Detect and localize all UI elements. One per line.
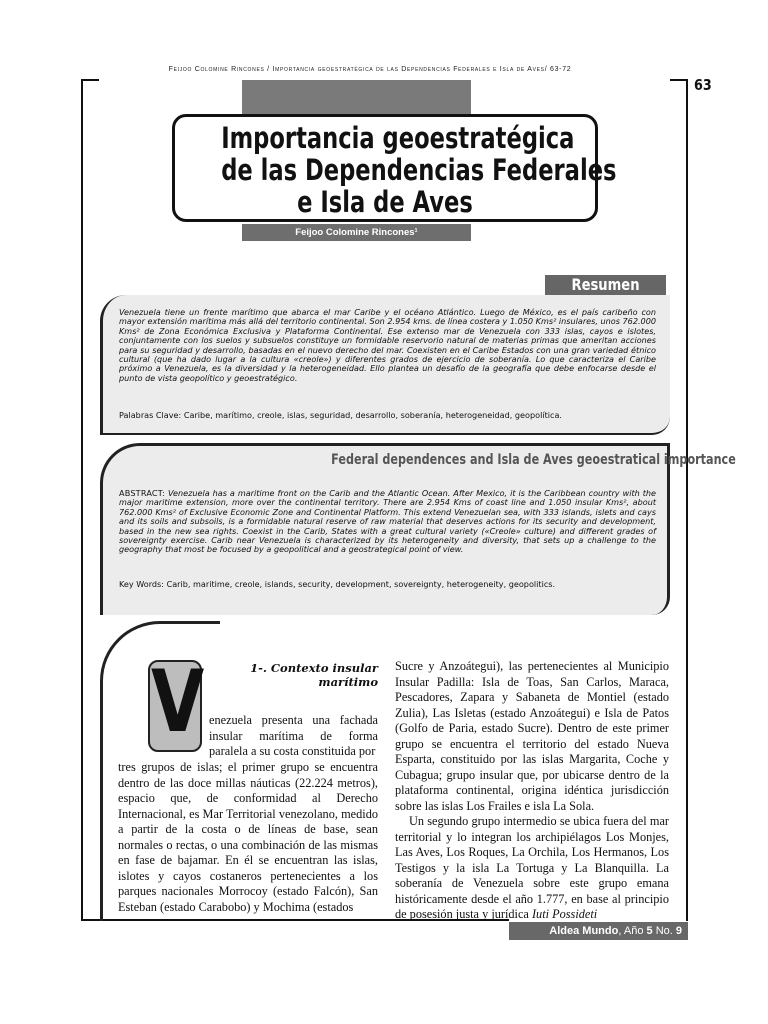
paragraph: Sucre y Anzoátegui), las pertenecientes al Municipio Insular Padilla: Isla de Toas, San Carlos, Maraca, Pescadores, Zapara y Sabaneta de Montiel (estado Zulia), Las Isletas (estado Anzoátegui) e Isla de Patos (Golfo de Paria, estado Sucre). Dentro de este primer grupo se encuentra el territorio del estado Nueva Esparta, constituido por las islas Margarita, Coche y Cubagua; grupo insular que, por ubicarse dentro de la plataforma continental, origina idéntica jurisdicción sobre las islas Los Frailes e isla La Sola. bbox=[395, 659, 669, 813]
year-label: Año bbox=[623, 925, 644, 937]
section-heading: 1-. Contexto insular marítimo bbox=[250, 661, 378, 689]
page-number: 63 bbox=[694, 76, 712, 94]
paragraph: tres grupos de islas; el primer grupo se encuentra dentro de las doce millas náuticas (22.224 metros), espacio que, de conformidad al Derecho Internacional, es Mar Territorial venezolano, medido a partir de la costa o de líneas de base, sean normales o rectas, o una combinación de las mismas en fase de bajamar. En él se encuentran las islas, islotes y cayos costaneros pertenecientes a los parques nacionales Morrocoy (estado Falcón), San Esteban (estado Carabobo) y Mochima (estados bbox=[118, 760, 378, 914]
palabras-clave: Palabras Clave: Caribe, marítimo, creole, islas, seguridad, desarrollo, soberanía, heterogeneidad, geopolítica. bbox=[119, 410, 562, 420]
paragraph: enezuela presenta una fachada insular marítima de forma paralela a su costa constituida por bbox=[209, 713, 378, 758]
key-words: Key Words: Carib, maritime, creole, islands, security, development, sovereignty, heterogeneity, geopolitics. bbox=[119, 579, 556, 589]
journal-name: Aldea Mundo bbox=[549, 925, 619, 937]
title-line: de las Dependencias Federales bbox=[221, 153, 617, 187]
abstract-body: Venezuela has a maritime front on the Carib and the Atlantic Ocean. After Mexico, it is the Caribbean country with the major maritime extension, more over the continental territory. There are 2.954 Kms of coast line and 1.050 insular Kms², about 762.000 Kms² of Exclusive Economic Zone and Continental Platform. This extend Venezuelan sea, with 333 islands, islets and cays and its soils and subsoils, is a formidable natural reserve of raw material that deserves actions for its security and development, based in the new sea rights. Coexist in the Carib, States with a great cultural variety («Creole» culture) and different grades of sovereignty exercise. Carib near Venezuela is characterized by its heterogeneity and diversity, that sets up a challenge to the geography that most be focused by a geopolitical and a geostrategical point of view. bbox=[119, 488, 656, 555]
paragraph bbox=[395, 814, 669, 923]
abstract-text bbox=[119, 489, 656, 555]
latin-term: Iuti Possideti bbox=[531, 907, 598, 921]
resumen-text: Venezuela tiene un frente marítimo que abarca el mar Caribe y el océano Atlántico. Luego de México, es el país caribeño con mayor extensión marítima más allá del territorio continental. Son 2.954 kms. de línea costera y 1.050 Kms² insulares, unos 762.000 Kms² de Zona Económica Exclusiva y Plataforma Continental. Ese extenso mar de Venezuela con 333 islas, cayos e islotes, conjuntamente con los suelos y subsuelos constituye un formidable reservorio natural de materias primas que ameritan acciones para su seguridad y desarrollo, basadas en el nuevo derecho del mar. Coexisten en el Caribe Estados con una gran variedad étnico cultural (que ha dado lugar a la cultura «creole») y diferentes grados de ejercicio de soberanía. Lo que caracteriza el Caribe próximo a Venezuela, es la diversidad y la heterogeneidad. Ello plantea un desafío de la geografía que debe enfocarse desde el punto de vista geopolítico y geoestratégico. bbox=[119, 307, 656, 383]
year-value: 5 bbox=[646, 925, 653, 937]
resumen-label: Resumen bbox=[571, 275, 640, 294]
frame-line bbox=[81, 79, 83, 921]
abstract-heading-text: Federal dependences and Isla de Aves geoestratical importance bbox=[331, 452, 736, 468]
number-value: 9 bbox=[675, 925, 682, 937]
body-text-right bbox=[395, 659, 669, 923]
abstract-heading bbox=[230, 452, 736, 468]
footer-bar: Aldea Mundo, Año 5 No. 9 bbox=[509, 922, 688, 940]
abstract-lead: ABSTRACT: bbox=[119, 488, 165, 498]
dropcap-letter: V bbox=[151, 652, 205, 752]
running-head: Feijoo Colomine Rincones / Importancia geoestratégica de las Dependencias Federales e Isla de Aves/ 63-72 bbox=[168, 66, 572, 73]
frame-line bbox=[686, 79, 688, 921]
title-line: Importancia geoestratégica bbox=[221, 121, 575, 155]
body-text-left bbox=[118, 760, 378, 915]
body-text-left-indent bbox=[209, 713, 378, 760]
number-label: No. bbox=[655, 925, 673, 937]
paragraph-text: Un segundo grupo intermedio se ubica fuera del mar territorial y lo integran los archipiélagos Los Monjes, Las Aves, Los Roques, La Orchila, Los Hermanos, Los Testigos y la isla La Tortuga y La Blanquilla. La soberanía de Venezuela sobre este grupo emana históricamente desde el año 1.777, en base al principio de posesión justa y jurídica bbox=[395, 814, 669, 921]
title-box bbox=[172, 114, 617, 222]
resumen-tab bbox=[545, 275, 666, 295]
frame-line bbox=[81, 79, 99, 81]
title-backdrop bbox=[242, 80, 471, 116]
author-bar: Feijoo Colomine Rincones¹ bbox=[242, 224, 471, 241]
title-line: e Isla de Aves bbox=[297, 185, 473, 219]
